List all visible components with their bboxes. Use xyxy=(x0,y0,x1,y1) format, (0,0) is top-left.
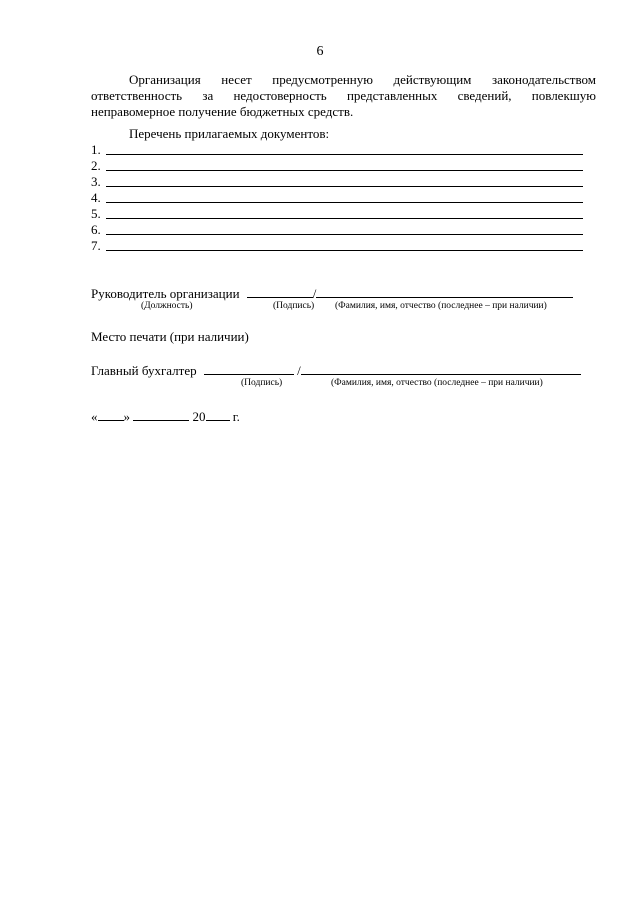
list-item xyxy=(91,174,583,190)
list-item-number: 6. xyxy=(91,222,101,237)
attachments-list xyxy=(91,142,583,254)
liability-paragraph: Организация несет предусмотренную действующим законодательством ответственность за недостоверность представленных сведений, повлекшую неправомерное получение бюджетных средств. xyxy=(91,72,596,119)
date-line xyxy=(91,408,240,425)
list-item xyxy=(91,206,583,222)
list-item-blank[interactable] xyxy=(106,222,583,235)
list-item-blank[interactable] xyxy=(106,206,583,219)
list-item-number: 1. xyxy=(91,142,101,157)
list-item xyxy=(91,238,583,254)
attachments-heading: Перечень прилагаемых документов: xyxy=(129,126,330,141)
head-label: Руководитель организации xyxy=(91,286,240,301)
date-month-blank[interactable] xyxy=(133,408,189,421)
date-close-quote: » xyxy=(123,409,130,424)
date-suffix: г. xyxy=(232,409,240,424)
list-item xyxy=(91,142,583,158)
page-number: 6 xyxy=(316,44,324,59)
head-signature-caption: (Подпись) xyxy=(273,301,315,311)
list-item-blank[interactable] xyxy=(106,174,583,187)
stamp-label: Место печати (при наличии) xyxy=(91,329,249,344)
date-open-quote: « xyxy=(91,409,98,424)
accountant-signature-caption: (Подпись) xyxy=(241,378,283,388)
list-item-number: 5. xyxy=(91,206,101,221)
list-item xyxy=(91,190,583,206)
list-item-blank[interactable] xyxy=(106,142,583,155)
accountant-signature-blank[interactable] xyxy=(204,362,294,375)
accountant-slash: / xyxy=(297,363,301,378)
accountant-signature-row xyxy=(91,362,581,379)
list-item-blank[interactable] xyxy=(106,158,583,171)
list-item-number: 7. xyxy=(91,238,101,253)
head-name-blank[interactable] xyxy=(316,285,573,298)
accountant-name-blank[interactable] xyxy=(301,362,581,375)
date-year-blank[interactable] xyxy=(206,408,230,421)
head-position-caption: (Должность) xyxy=(141,301,193,311)
head-slash: / xyxy=(312,286,317,301)
list-item-number: 3. xyxy=(91,174,101,189)
head-position-blank[interactable] xyxy=(247,285,313,298)
list-item-number: 4. xyxy=(91,190,101,205)
head-name-caption: (Фамилия, имя, отчество (последнее – при наличии) xyxy=(335,301,547,311)
list-item xyxy=(91,222,583,238)
list-item xyxy=(91,158,583,174)
date-day-blank[interactable] xyxy=(98,408,124,421)
list-item-blank[interactable] xyxy=(106,190,583,203)
list-item-number: 2. xyxy=(91,158,101,173)
accountant-name-caption: (Фамилия, имя, отчество (последнее – при наличии) xyxy=(331,378,543,388)
list-item-blank[interactable] xyxy=(106,238,583,251)
date-century: 20 xyxy=(192,409,206,424)
head-signature-row xyxy=(91,285,573,302)
accountant-label: Главный бухгалтер xyxy=(91,363,197,378)
